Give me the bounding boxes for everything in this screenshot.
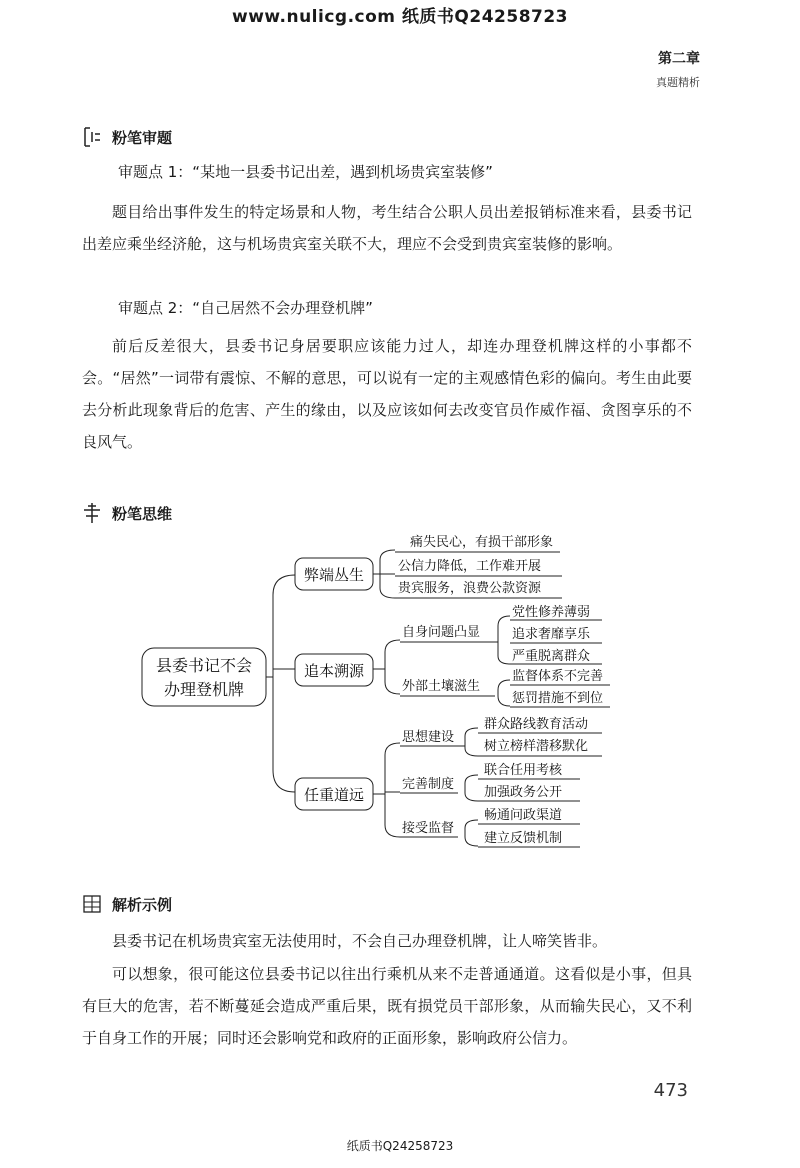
leaf: 加强政务公开 [484, 785, 563, 800]
analysis-paragraph-1: 县委书记在机场贵宾室无法使用时，不会自己办理登机牌，让人啼笑皆非。 [112, 932, 608, 950]
leaf: 贵宾服务，浪费公款资源 [398, 581, 542, 596]
bracket-icon [82, 126, 102, 148]
leaf: 公信力降低，工作难开展 [398, 559, 542, 574]
branch-label: 追本溯源 [303, 662, 365, 680]
leaf: 群众路线教育活动 [484, 717, 589, 732]
sub-label: 外部土壤滋生 [402, 679, 481, 694]
chapter-title: 第二章 [658, 51, 700, 67]
leaf: 畅通问政渠道 [484, 808, 563, 823]
leaf: 党性修养薄弱 [512, 605, 591, 620]
analysis-paragraph-2: 可以想象，很可能这位县委书记以往出行乘机从来不走普通通道。这看似是小事，但具有巨大的危害，若不断蔓延会造成严重后果，既有损党员干部形象，从而输失民心，又不利于自身工作的开展；同时还会影响党和政府的正面形象，影响政府公信力。 [82, 965, 692, 1047]
leaf: 惩罚措施不到位 [512, 691, 604, 706]
section-title: 解析示例 [112, 895, 173, 914]
grid-icon [82, 893, 102, 915]
page-number: 473 [653, 1080, 688, 1101]
section-title: 粉笔审题 [112, 128, 173, 147]
branch-label: 弊端丛生 [303, 566, 365, 584]
leaf: 建立反馈机制 [484, 831, 563, 846]
leaf: 联合任用考核 [484, 763, 563, 778]
section-title: 粉笔思维 [112, 504, 173, 523]
sub-label: 思想建设 [402, 730, 455, 745]
leaf: 痛失民心，有损干部形象 [410, 535, 554, 550]
leaf: 树立榜样潜移默化 [484, 739, 589, 754]
review-point-1-text: 题目给出事件发生的特定场景和人物，考生结合公职人员出差报销标准来看，县委书记出差应乘坐经济舱，这与机场贵宾室关联不大，理应不会受到贵宾室装修的影响。 [82, 203, 692, 253]
review-point-1-label: 审题点 1：“某地一县委书记出差，遇到机场贵宾室装修” [118, 163, 493, 181]
watermark-header: www.nulicg.com 纸质书Q24258723 [231, 7, 569, 27]
chapter-subtitle: 真题精析 [656, 76, 700, 89]
leaf: 监督体系不完善 [512, 669, 604, 684]
review-point-2-label: 审题点 2：“自己居然不会办理登机牌” [118, 299, 373, 317]
section-heading-shenti [82, 126, 172, 148]
sub-label: 接受监督 [402, 821, 455, 836]
watermark-footer: 纸质书Q24258723 [346, 1139, 454, 1153]
root-line-2: 办理登机牌 [163, 680, 245, 699]
section-heading-jiexi [82, 893, 172, 915]
leaf: 追求奢靡享乐 [512, 627, 591, 642]
review-point-2-text: 前后反差很大，县委书记身居要职应该能力过人，却连办理登机牌这样的小事都不会。“居然”一词带有震惊、不解的意思，可以说有一定的主观感情色彩的偏向。考生由此要去分析此现象背后的危害、产生的缘由，以及应该如何去改变官员作威作福、贪图享乐的不良风气。 [82, 337, 692, 451]
cross-icon [82, 502, 102, 524]
mind-map [140, 530, 640, 860]
leaf: 严重脱离群众 [512, 649, 591, 664]
root-line-1: 县委书记不会 [155, 656, 253, 675]
sub-label: 完善制度 [402, 777, 455, 792]
sub-label: 自身问题凸显 [402, 625, 481, 640]
section-heading-siwei [82, 502, 172, 524]
branch-label: 任重道远 [303, 786, 365, 804]
